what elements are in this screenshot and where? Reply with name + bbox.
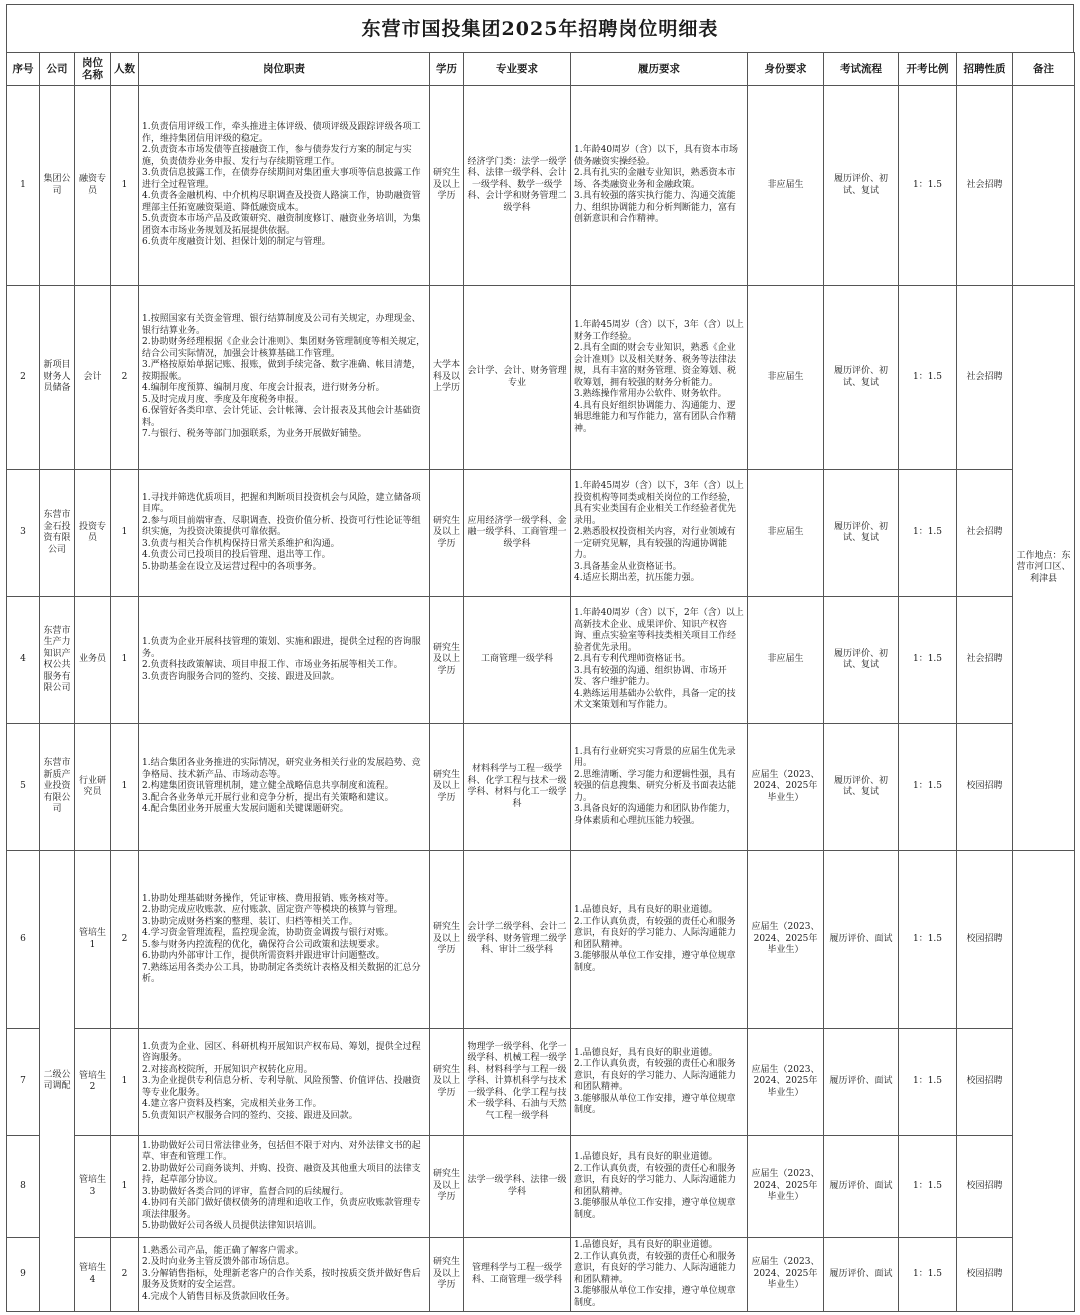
ratio-cell: 1：1.5 — [899, 470, 957, 597]
header-duties: 岗位职责 — [139, 53, 430, 86]
duties-cell-line: 5.及时完成月度、季度及年度税务申报。 — [142, 394, 304, 405]
major-cell: 材料科学与工程一级学科、化学工程与技术一级学科、材料与化工一级学科 — [464, 724, 571, 851]
resume-cell-line: 2.工作认真负责，有较强的责任心和服务意识，有良好的学习能力、人际沟通能力和团队精神。 — [574, 1251, 737, 1285]
exam-cell: 履历评价、面试 — [824, 1238, 899, 1312]
resume-cell-line: 3.能够服从单位工作安排，遵守单位规章制度。 — [574, 1286, 736, 1308]
page-title: 东营市国投集团2025年招聘岗位明细表 — [6, 4, 1074, 52]
identity-cell: 应届生（2023、2024、2025年毕业生） — [748, 1029, 824, 1136]
header-major: 专业要求 — [464, 53, 571, 86]
duties-cell-line: 4.建立客户资料及档案，完成相关业务工作。 — [142, 1099, 322, 1110]
header-no: 序号 — [7, 53, 40, 86]
duties-cell-line: 2.及时向业务主管反馈外部市场信息。 — [142, 1257, 295, 1268]
resume-cell-line: 3.熟练操作常用办公软件、财务软件。 — [574, 389, 727, 399]
count-cell: 1 — [111, 470, 139, 597]
duties-cell-line: 1.结合集团各业务推进的实际情况，研究业务相关行业的发展趋势、竞争格局、技术新产品、市场动态等。 — [142, 758, 421, 780]
row-number: 6 — [7, 851, 40, 1029]
position-cell: 投资专员 — [75, 470, 111, 597]
duties-cell-line: 4.编制年度预算、编制月度、年度会计报表，进行财务分析。 — [142, 383, 385, 394]
identity-cell: 应届生（2023、2024、2025年毕业生） — [748, 1136, 824, 1238]
resume-cell-line: 1.品德良好，具有良好的职业道德。 — [574, 1047, 718, 1058]
resume-cell-line: 2.熟悉股权投资相关内容，对行业领域有一定研究见解，具有较强的沟通协调能力。 — [574, 527, 736, 561]
duties-cell-line: 2.对接高校院所，开展知识产权转化应用。 — [142, 1064, 313, 1075]
education-cell: 研究生及以上学历 — [430, 470, 464, 597]
count-cell: 1 — [111, 724, 139, 851]
education-cell: 研究生及以上学历 — [430, 724, 464, 851]
company-cell: 集团公司 — [40, 86, 75, 286]
company-cell: 东营市生产力知识产权公共服务有限公司 — [40, 597, 75, 724]
resume-cell — [571, 597, 748, 724]
duties-cell — [139, 1029, 430, 1136]
major-cell: 会计学二级学科、会计二级学科、财务管理二级学科、审计二级学科 — [464, 851, 571, 1029]
major-cell: 应用经济学一级学科、金融一级学科、工商管理一级学科 — [464, 470, 571, 597]
duties-cell — [139, 286, 430, 470]
duties-cell — [139, 597, 430, 724]
duties-cell-line: 5.协助做好公司各级人员提供法律知识培训。 — [142, 1221, 322, 1231]
ratio-cell: 1：1.5 — [899, 597, 957, 724]
duties-cell-line: 6.保管好各类印章、会计凭证、会计帐簿、会计报表及其他会计基础资料。 — [142, 406, 421, 428]
resume-cell-line: 2.具有扎实的金融专业知识，熟悉资本市场、各类融资业务和金融政策。 — [574, 168, 736, 190]
exam-cell: 履历评价、初试、复试 — [824, 597, 899, 724]
identity-cell: 应届生（2023、2024、2025年毕业生） — [748, 724, 824, 851]
resume-cell-line: 4.具有良好组织协调能力、沟通能力、逻辑思维能力和写作能力，富有团队合作精神。 — [574, 400, 737, 434]
major-cell: 会计学、会计、财务管理专业 — [464, 286, 571, 470]
exam-cell: 履历评价、初试、复试 — [824, 86, 899, 286]
duties-cell-line: 5.负责资本市场产品及政策研究、融资制度修订、融资业务培训，为集团资本市场业务规划及拓展提供依据。 — [142, 214, 421, 236]
duties-cell-line: 3.严格按原始单据记账、报账，做到手续完备、数字准确、帐目清楚，按期报帐。 — [142, 360, 421, 382]
duties-cell-line: 5.负责知识产权服务合同的签约、交接、跟进及回款。 — [142, 1110, 358, 1121]
exam-cell: 履历评价、面试 — [824, 1029, 899, 1136]
row-number: 1 — [7, 86, 40, 286]
company-cell: 东营市新质产业投资有限公司 — [40, 724, 75, 851]
exam-cell: 履历评价、初试、复试 — [824, 286, 899, 470]
resume-cell-line: 3.能够服从单位工作安排，遵守单位规章制度。 — [574, 951, 736, 973]
count-cell: 2 — [111, 286, 139, 470]
header-exam: 考试流程 — [824, 53, 899, 86]
duties-cell-line: 2.协助完成应收账款、应付账款、固定资产等模块的核算与管理。 — [142, 905, 403, 915]
resume-cell — [571, 1029, 748, 1136]
duties-cell-line: 3.负责与相关合作机构保持日常关系维护和沟通。 — [142, 538, 340, 549]
position-cell: 管培生3 — [75, 1136, 111, 1238]
row-number: 9 — [7, 1238, 40, 1312]
ratio-cell: 1：1.5 — [899, 286, 957, 470]
header-position: 岗位名称 — [75, 53, 111, 86]
major-cell: 工商管理一级学科 — [464, 597, 571, 724]
major-cell: 管理科学与工程一级学科、工商管理一级学科 — [464, 1238, 571, 1312]
header-count: 人数 — [111, 53, 139, 86]
position-cell: 管培生1 — [75, 851, 111, 1029]
exam-cell: 履历评价、初试、复试 — [824, 470, 899, 597]
ratio-cell: 1：1.5 — [899, 724, 957, 851]
nature-cell: 校园招聘 — [957, 1029, 1013, 1136]
recruitment-table — [6, 52, 1075, 1312]
count-cell: 1 — [111, 597, 139, 724]
resume-cell-line: 3.具有较强的落实执行能力、沟通交流能力、组织协调能力和分析判断能力，富有创新意识和合作精神。 — [574, 191, 737, 225]
duties-cell-line: 4.配合集团业务开展重大发展问题和关键课题研究。 — [142, 804, 349, 815]
duties-cell-line: 3.配合各业务单元开展行业和竞争分析，提出有关策略和建议。 — [142, 792, 394, 803]
position-cell: 融资专员 — [75, 86, 111, 286]
exam-cell: 履历评价、面试 — [824, 1136, 899, 1238]
header-nature: 招聘性质 — [957, 53, 1013, 86]
resume-cell-line: 4.适应长期出差，抗压能力强。 — [574, 573, 700, 584]
ratio-cell: 1：1.5 — [899, 86, 957, 286]
count-cell: 2 — [111, 851, 139, 1029]
nature-cell: 校园招聘 — [957, 1136, 1013, 1238]
duties-cell — [139, 470, 430, 597]
duties-cell — [139, 724, 430, 851]
table-row — [7, 86, 1075, 286]
duties-cell-line: 1.负责为企业开展科技管理的策划、实施和跟进，提供全过程的咨询服务。 — [142, 637, 421, 659]
duties-cell-line: 1.熟悉公司产品，能正确了解客户需求。 — [142, 1245, 304, 1256]
remark-cell: 工作地点：东营市河口区、利津县 — [1013, 286, 1075, 851]
education-cell: 研究生及以上学历 — [430, 851, 464, 1029]
nature-cell: 校园招聘 — [957, 851, 1013, 1029]
major-cell: 物理学一级学科、化学一级学科、机械工程一级学科、材料科学与工程一级学科、计算机科学与技术一级学科、化学工程与技术一级学科、石油与天然气工程一级学科 — [464, 1029, 571, 1136]
duties-cell-line: 3.协助做好各类合同的评审，监督合同的后续履行。 — [142, 1186, 349, 1197]
nature-cell: 社会招聘 — [957, 286, 1013, 470]
duties-cell-line: 1.负责信用评级工作，牵头推进主体评级、债项评级及跟踪评级各项工作，维持集团信用评级的稳定。 — [142, 122, 421, 144]
count-cell: 1 — [111, 86, 139, 286]
header-remark: 备注 — [1013, 53, 1075, 86]
resume-cell-line: 1.年龄45周岁（含）以下，3年（含）以上财务工作经验。 — [574, 320, 744, 342]
table-body — [7, 86, 1075, 1312]
duties-cell — [139, 851, 430, 1029]
resume-cell-line: 1.品德良好，具有良好的职业道德。 — [574, 1240, 718, 1250]
position-cell: 会计 — [75, 286, 111, 470]
duties-cell-line: 4.负责各金融机构、中介机构尽职调查及投资人路演工作，协助融资管理部主任拓宽融资渠道、降低融资成本。 — [142, 191, 421, 213]
resume-cell-line: 3.能够服从单位工作安排，遵守单位规章制度。 — [574, 1093, 736, 1115]
position-cell: 行业研究员 — [75, 724, 111, 851]
duties-cell-line: 7.与银行、税务等部门加强联系，为业务开展做好铺垫。 — [142, 429, 367, 440]
header-resume: 履历要求 — [571, 53, 748, 86]
table-row — [7, 597, 1075, 724]
nature-cell: 校园招聘 — [957, 724, 1013, 851]
duties-cell-line: 1.负责为企业、园区、科研机构开展知识产权布局、筹划，提供全过程咨询服务。 — [142, 1041, 421, 1064]
duties-cell-line: 2.构建集团资讯管理机制，建立健全战略信息共享制度和流程。 — [142, 781, 394, 792]
header-row — [7, 53, 1075, 86]
education-cell: 研究生及以上学历 — [430, 1238, 464, 1312]
table-row — [7, 286, 1075, 470]
duties-cell-line: 2.协助财务经理根据《企业会计准则》、集团财务管理制度等相关规定，结合公司实际情况，加强会计核算基础工作管理。 — [142, 337, 426, 359]
resume-cell — [571, 1238, 748, 1312]
resume-cell-line: 2.工作认真负责，有较强的责任心和服务意识，有良好的学习能力、人际沟通能力和团队精神。 — [574, 916, 737, 950]
table-row — [7, 470, 1075, 597]
resume-cell-line: 1.品德良好，具有良好的职业道德。 — [574, 1152, 718, 1162]
position-cell: 管培生2 — [75, 1029, 111, 1136]
resume-cell-line: 4.熟练运用基础办公软件，具备一定的技术文案策划和写作能力。 — [574, 688, 736, 711]
major-cell: 经济学门类：法学一级学科、法律一级学科、会计一级学科、数学一级学科、会计学和财务管理二级学科 — [464, 86, 571, 286]
resume-cell-line: 2.思维清晰、学习能力和逻辑性强，具有较强的信息搜集、研究分析及书面表达能力。 — [574, 769, 737, 803]
identity-cell: 应届生（2023、2024、2025年毕业生） — [748, 851, 824, 1029]
duties-cell-line: 3.为企业提供专利信息分析、专利导航、风险预警、价值评估、投融资等专业化服务。 — [142, 1076, 421, 1098]
resume-cell-line: 2.工作认真负责，有较强的责任心和服务意识，有良好的学习能力、人际沟通能力和团队精神。 — [574, 1059, 737, 1092]
nature-cell: 社会招聘 — [957, 86, 1013, 286]
resume-cell — [571, 851, 748, 1029]
duties-cell-line: 2.负责资本市场发债等直接融资工作，参与债券发行方案的制定与实施，负责债券业务申报、发行与存续期管理工作。 — [142, 145, 412, 167]
duties-cell-line: 4.完成个人销售目标及货款回收任务。 — [142, 1291, 295, 1302]
header-education: 学历 — [430, 53, 464, 86]
position-cell: 管培生4 — [75, 1238, 111, 1312]
resume-cell-line: 1.品德良好，具有良好的职业道德。 — [574, 905, 718, 915]
duties-cell-line: 2.协助做好公司商务谈判、并购、投资、融资及其他重大项目的法律支持，起草部分协议。 — [142, 1163, 421, 1185]
duties-cell — [139, 1136, 430, 1238]
duties-cell-line: 4.协同有关部门做好债权债务的清理和追收工作，负责应收账款管理专项法律服务。 — [142, 1198, 421, 1220]
row-number: 5 — [7, 724, 40, 851]
header-company: 公司 — [40, 53, 75, 86]
count-cell: 1 — [111, 1029, 139, 1136]
duties-cell-line: 3.协助完成财务档案的整理、装订、归档等相关工作。 — [142, 916, 358, 927]
duties-cell-line: 6.负责年度融资计划、担保计划的制定与管理。 — [142, 237, 331, 248]
header-identity: 身份要求 — [748, 53, 824, 86]
table-row — [7, 1136, 1075, 1238]
resume-cell-line: 2.具有专利代理师资格证书。 — [574, 654, 691, 665]
identity-cell: 非应届生 — [748, 86, 824, 286]
resume-cell-line: 3.能够服从单位工作安排，遵守单位规章制度。 — [574, 1198, 736, 1220]
duties-cell-line: 4.学习资金管理流程，监控现金流，协助资金调拨与银行对账。 — [142, 928, 394, 938]
duties-cell — [139, 86, 430, 286]
identity-cell: 非应届生 — [748, 286, 824, 470]
duties-cell-line: 4.负责公司已投项目的投后管理、退出等工作。 — [142, 550, 331, 561]
resume-cell — [571, 1136, 748, 1238]
exam-cell: 履历评价、初试、复试 — [824, 724, 899, 851]
education-cell: 大学本科及以上学历 — [430, 286, 464, 470]
duties-cell-line: 2.负责科技政策解读、项目申报工作、市场业务拓展等相关工作。 — [142, 660, 403, 670]
identity-cell: 非应届生 — [748, 597, 824, 724]
duties-cell-line: 1.寻找并筛选优质项目，把握和判断项目投资机会与风险，建立储备项目库。 — [142, 492, 421, 515]
identity-cell: 应届生（2023、2024、2025年毕业生） — [748, 1238, 824, 1312]
nature-cell: 社会招聘 — [957, 470, 1013, 597]
duties-cell — [139, 1238, 430, 1312]
education-cell: 研究生及以上学历 — [430, 1029, 464, 1136]
duties-cell-line: 5.协助基金在设立及运营过程中的各项事务。 — [142, 561, 322, 572]
duties-cell-line: 1.协助处理基础财务操作，凭证审核、费用报销、账务核对等。 — [142, 893, 394, 904]
duties-cell-line: 7.熟练运用各类办公工具，协助制定各类统计表格及相关数据的汇总分析。 — [142, 962, 421, 984]
education-cell: 研究生及以上学历 — [430, 1136, 464, 1238]
ratio-cell: 1：1.5 — [899, 1238, 957, 1312]
row-number: 8 — [7, 1136, 40, 1238]
exam-cell: 履历评价、面试 — [824, 851, 899, 1029]
duties-cell-line: 6.协助内外部审计工作，提供所需资料并跟进审计问题整改。 — [142, 951, 385, 961]
company-cell: 新项目财务人员储备 — [40, 286, 75, 470]
count-cell: 2 — [111, 1238, 139, 1312]
remark-cell — [1013, 86, 1075, 286]
ratio-cell: 1：1.5 — [899, 1136, 957, 1238]
resume-cell-line: 1.年龄40周岁（含）以下，具有资本市场债务融资实操经验。 — [574, 145, 739, 167]
count-cell: 1 — [111, 1136, 139, 1238]
resume-cell-line: 1.具有行业研究实习背景的应届生优先录用。 — [574, 746, 736, 769]
duties-cell-line: 1.协助做好公司日常法律业务，包括但不限于对内、对外法律文书的起草、审查和管理工作。 — [142, 1140, 421, 1162]
resume-cell-line: 2.工作认真负责，有较强的责任心和服务意识，有良好的学习能力、人际沟通能力和团队精神。 — [574, 1163, 737, 1197]
resume-cell-line: 1.年龄45周岁（含）以下，3年（含）以上投资机构等同类或相关岗位的工作经验，具有实业类国有企业相关工作经验者优先录用。 — [574, 481, 744, 526]
ratio-cell: 1：1.5 — [899, 851, 957, 1029]
education-cell: 研究生及以上学历 — [430, 86, 464, 286]
resume-cell — [571, 470, 748, 597]
resume-cell-line: 3.具备良好的沟通能力和团队协作能力，身体素质和心理抗压能力较强。 — [574, 804, 736, 826]
resume-cell — [571, 86, 748, 286]
duties-cell-line: 3.分解销售指标，处理新老客户的合作关系，按时按质交货并做好售后服务及货财的安全运营。 — [142, 1268, 421, 1291]
company-cell: 东营市金石投资有限公司 — [40, 470, 75, 597]
row-number: 7 — [7, 1029, 40, 1136]
nature-cell: 校园招聘 — [957, 1238, 1013, 1312]
major-cell: 法学一级学科、法律一级学科 — [464, 1136, 571, 1238]
header-ratio: 开考比例 — [899, 53, 957, 86]
resume-cell-line: 1.年龄40周岁（含）以下，2年（含）以上高新技术企业、成果评价、知识产权咨询、重点实验室等科技类相关项目工作经验者优先录用。 — [574, 608, 744, 653]
duties-cell-line: 1.按照国家有关资金管理、银行结算制度及公司有关规定，办理现金、银行结算业务。 — [142, 314, 421, 336]
duties-cell-line: 3.负责信息披露工作，在债券存续期间对集团重大事项等信息披露工作进行全过程管理。 — [142, 168, 421, 190]
table-row — [7, 851, 1075, 1029]
remark-cell — [1013, 851, 1075, 1312]
nature-cell: 社会招聘 — [957, 597, 1013, 724]
resume-cell-line: 2.具有全面的财会专业知识，熟悉《企业会计准则》以及相关财务、税务等法律法规，具有丰富的财务管理、资金筹划、税收筹划，拥有较强的财务分析能力。 — [574, 343, 737, 388]
table-row — [7, 1029, 1075, 1136]
identity-cell: 非应届生 — [748, 470, 824, 597]
position-cell: 业务员 — [75, 597, 111, 724]
resume-cell-line: 3.具有较强的沟通、组织协调、市场开发、客户维护能力。 — [574, 665, 727, 688]
table-row — [7, 1238, 1075, 1312]
company-cell: 二级公司调配 — [40, 851, 75, 1312]
resume-cell — [571, 724, 748, 851]
duties-cell-line: 5.参与财务内控流程的优化，确保符合公司政策和法规要求。 — [142, 939, 385, 950]
ratio-cell: 1：1.5 — [899, 1029, 957, 1136]
resume-cell-line: 3.具备基金从业资格证书。 — [574, 561, 682, 572]
row-number: 3 — [7, 470, 40, 597]
duties-cell-line: 3.负责咨询服务合同的签约、交接、跟进及回款。 — [142, 671, 340, 682]
resume-cell — [571, 286, 748, 470]
duties-cell-line: 2.参与项目前端审查、尽职调查、投资价值分析、投资可行性论证等组织实施，为投资决策提供可靠依据。 — [142, 515, 421, 538]
table-row — [7, 724, 1075, 851]
row-number: 2 — [7, 286, 40, 470]
row-number: 4 — [7, 597, 40, 724]
education-cell: 研究生及以上学历 — [430, 597, 464, 724]
